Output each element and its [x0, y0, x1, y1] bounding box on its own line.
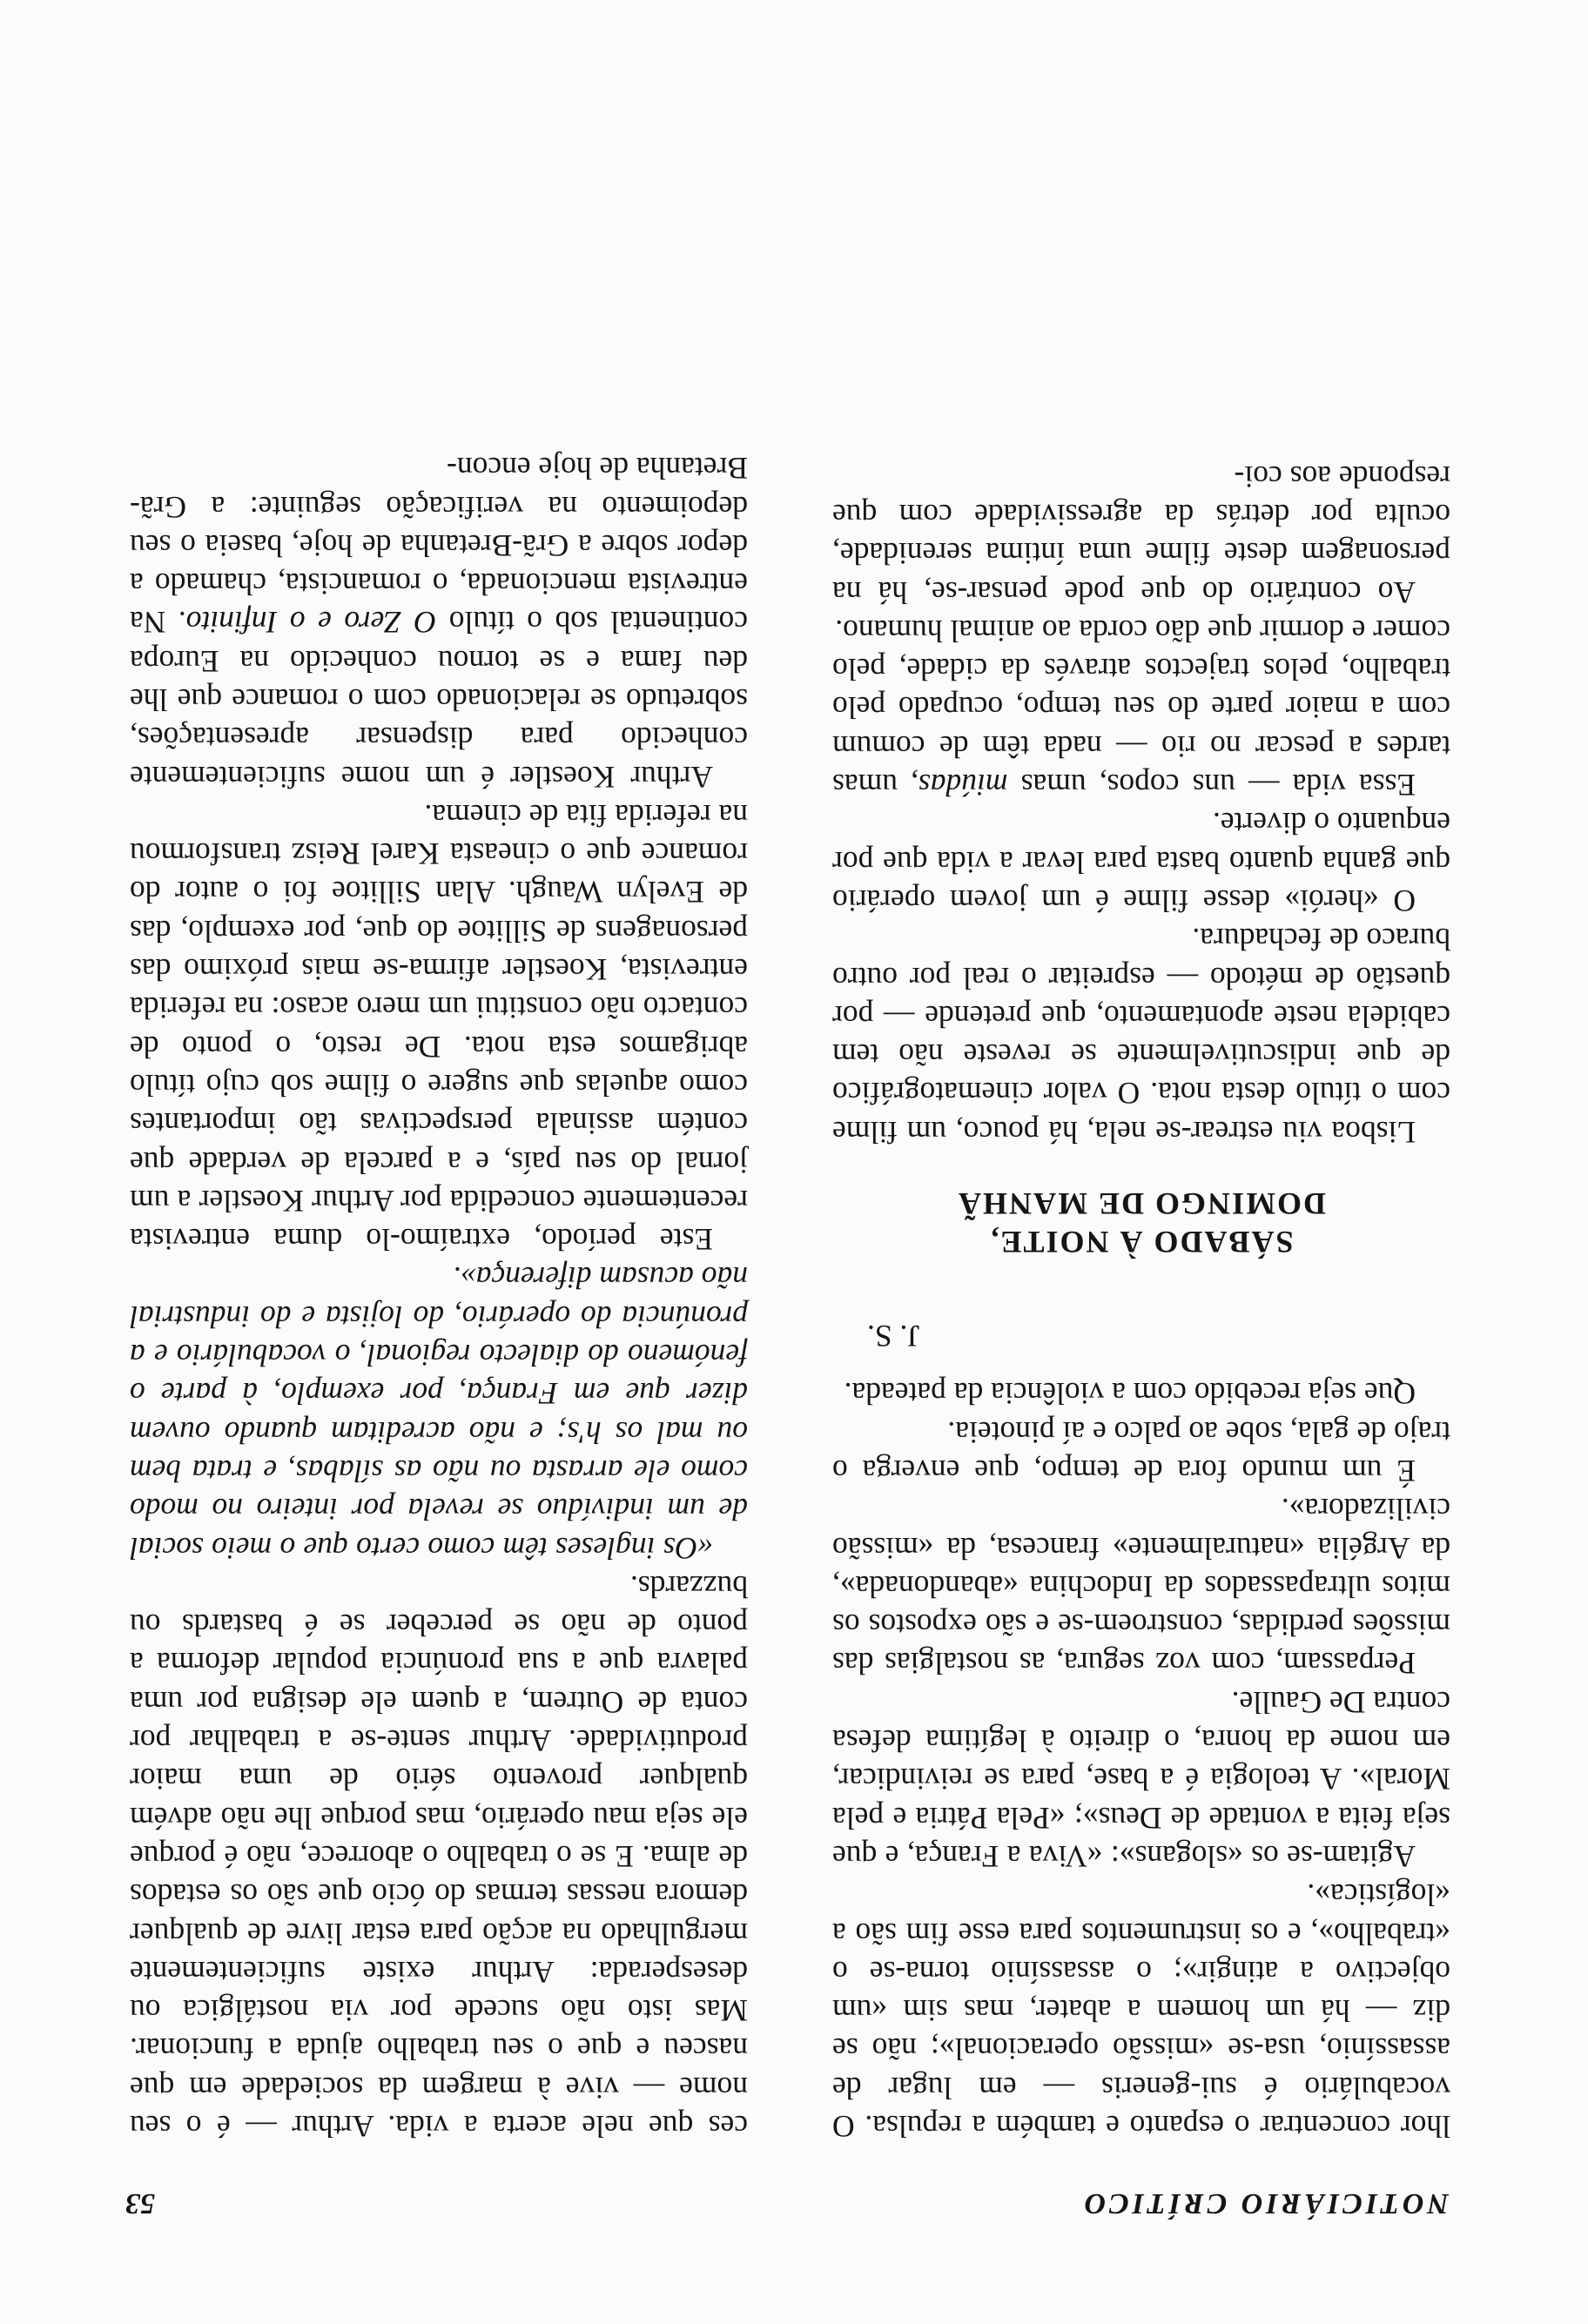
paragraph: Ao contrário do que pode pensar-se, há na personagem deste filme uma íntima serenidade, oculta por detrás da agressividade com que responde aos coi- — [832, 459, 1450, 610]
section-heading-line-2: DOMINGO DE MANHÃ — [957, 1186, 1326, 1221]
author-signature: J. S. — [867, 1319, 920, 1354]
italic-book-title: O Zero e o Infinito — [185, 605, 437, 641]
paragraph: Este período, extraímo-lo duma entrevista recentemente concedida por Arthur Koestler a um jornal do seu país, e a parcela de verdade que contém assinala perspectivas tão importantes como aquelas que sugere o filme sob cujo título abrigamos esta nota. De resto, o ponto de contacto não constitui um mero acaso: na referida entrevista, Koestler afirma-se mais próximo das personagens de Sillitoe do que, por exemplo, das de Evelyn Waugh. Alan Sillitoe foi o autor do romance que o cineasta Karel Reisz transformou na referida fita de cinema. — [130, 797, 748, 1258]
section-header-title: NOTICIÁRIO CRÍTICO — [1080, 2187, 1449, 2220]
paragraph: ces que nele acerta a vida. Arthur — é o seu nome — vive à margem da sociedade em que nasceu e que o seu trabalho ajuda a funcionar. Mas isto não sucede por via nostálgica ou desesperada: Arthur existe suficientemente mergulhado na acção para estar livre de qualquer demora nessas termas do ócio que são os estados de alma. E se o trabalho o aborrece, não é porque ele seja mau operário, mas porque lhe não advém qualquer provento sério de uma maior produtividade. Arthur sente-se a trabalhar por conta de Outrem, a quem ele designa por uma palavra que a sua pronúncia popular deforma a ponto de não se perceber se é bastards ou buzzards. — [130, 1568, 748, 2144]
left-text-column — [832, 457, 1450, 2146]
section-heading — [832, 1185, 1450, 1261]
section-heading-line-1: SÁBADO À NOITE, — [989, 1224, 1294, 1259]
quoted-paragraph — [130, 1259, 748, 1567]
running-header — [125, 2176, 1449, 2220]
text-run: . Na entrevista mencionada, o romancista, chamado a depor sobre a Grã-Bretanha de hoje, baseia o seu depoimento na verificação seguinte: a Grã-Bretanha de hoje encon- — [130, 451, 748, 641]
paragraph: Agitam-se os «slogans»: «Viva a França, e que seja feita a vontade de Deus»; «Pela Pátria e pela Moral». A teologia é a base, para se reivindicar, em nome da honra, o direito à legítima defesa contra De Gaulle. — [832, 1684, 1450, 1874]
paragraph — [832, 612, 1450, 804]
text-run: Arthur Koestler é um nome suficientemente conhecido para dispensar apresentações, sobretudo se relacionado com o romance que lhe deu fama e se tornou conhecido na Europa continental sob o título — [130, 605, 748, 795]
paragraph: É um mundo fora de tempo, que enverga o trajo de gala, sobe ao palco e aí pinoteia. — [832, 1414, 1450, 1488]
page-number: 53 — [125, 2187, 155, 2220]
paragraph — [130, 449, 748, 796]
italic-word: miúdas — [918, 768, 1008, 803]
right-text-column — [130, 449, 748, 2146]
paragraph: Perpassam, com voz segura, as nostalgias das missões perdidas, constroem-se e são expostos os mitos ultrapassados da Indochina «abandonada», da Argélia «naturalmente» francesa, da «missão civilizadora». — [832, 1492, 1450, 1682]
paragraph: Lisboa viu estrear-se nela, há pouco, um filme com o título desta nota. O valor cinematográfico de que indiscutivelmente se reveste não tem cabidela neste apontamento, que pretende — por questão de método — espreitar o real por outro buraco de fechadura. — [832, 922, 1450, 1150]
paragraph: Que seja recebido com a violência da pateada. — [844, 1376, 1416, 1412]
text-run: , umas tardes a pescar no rio — nada têm de comum com a maior parte do seu tempo, ocupado pelo trabalho, pelos trajectos através da cidade, pelo comer e dormir que dão corda ao animal humano. — [832, 613, 1450, 803]
paragraph: O «herói» desse filme é um jovem operário que ganha quanto basta para levar a vida que por enquanto o diverte. — [832, 806, 1450, 918]
italic-quote: «Os ingleses têm como certo que o meio social de um indivíduo se revela por inteiro no modo como ele arrasta ou não as sílabas, e trata bem ou mal os h's; e não acreditam quando ouvem dizer que em França, por exemplo, à parte o fenómeno do dialecto regional, o vocabulário e a pronúncia do operário, do lojista e do industrial não acusam diferença». — [130, 1260, 748, 1566]
text-run: Essa vida — uns copos, umas — [1007, 768, 1416, 803]
paragraph: lhor concentrar o espanto e também a repulsa. O vocabulário é sui-generis — em lugar de assassínio, usa-se «missão operacional»; não se diz — há um homem a abater, mas sim «um objectivo a atingir»; o assassínio torna-se o «trabalho», e os instrumentos para esse fim são a «logística». — [832, 1877, 1450, 2144]
